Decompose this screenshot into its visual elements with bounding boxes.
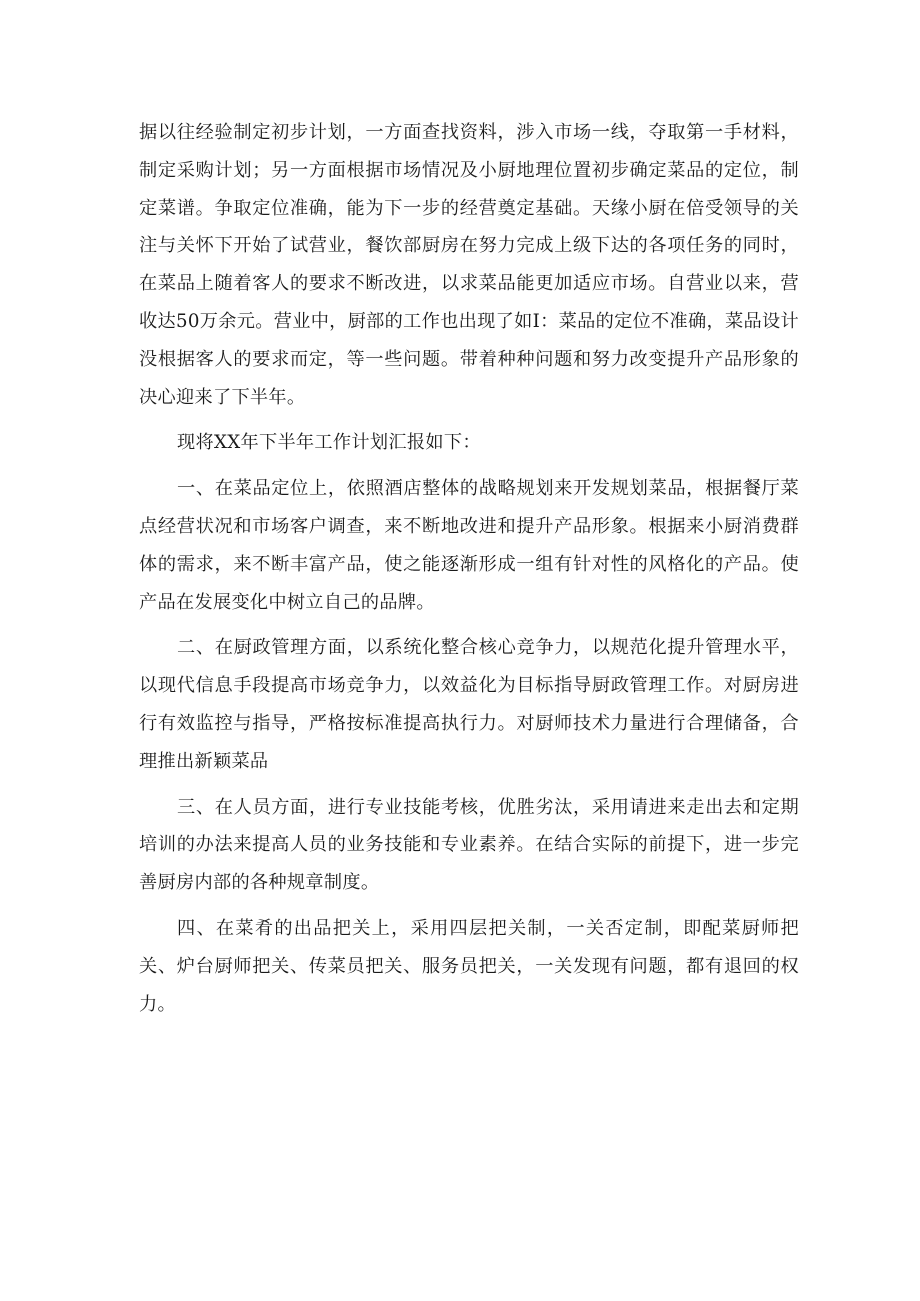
paragraph-item-1: 一、在菜品定位上，依照酒店整体的战略规划来开发规划菜品，根据餐厅菜点经营状况和市场客户调查，来不断地改进和提升产品形象。根据来小厨消费群体的需求，来不断丰富产品，使之能逐渐形成一组有针对性的风格化的产品。使产品在发展变化中树立自己的品牌。 [139,478,799,613]
paragraph-report-heading: 现将XX年下半年工作计划汇报如下： [177,432,481,454]
paragraph-item-4: 四、在菜肴的出品把关上，采用四层把关制，一关否定制，即配菜厨师把关、炉台厨师把关、传菜员把关、服务员把关，一关发现有问题，都有退回的权力。 [139,917,799,1015]
document-body [139,114,799,1023]
paragraph-intro: 据以往经验制定初步计划，一方面查找资料，涉入市场一线，夺取第一手材料，制定采购计划；另一方面根据市场情况及小厨地理位置初步确定菜品的定位，制定菜谱。争取定位准确，能为下一步的经营奠定基础。天缘小厨在倍受领导的关注与关怀下开始了试营业，餐饮部厨房在努力完成上级下达的各项任务的同时，在菜品上随着客人的要求不断改进，以求菜品能更加适应市场。自营业以来，营收达50万余元。营业中，厨部的工作也出现了如I：菜品的定位不准确，菜品设计没根据客人的要求而定，等一些问题。带着种种问题和努力改变提升产品形象的决心迎来了下半年。 [139,122,799,408]
paragraph-item-3: 三、在人员方面，进行专业技能考核，优胜劣汰，采用请进来走出去和定期培训的办法来提高人员的业务技能和专业素养。在结合实际的前提下，进一步完善厨房内部的各种规章制度。 [139,796,799,894]
paragraph-item-2: 二、在厨政管理方面，以系统化整合核心竞争力，以规范化提升管理水平，以现代信息手段提高市场竞争力，以效益化为目标指导厨政管理工作。对厨房进行有效监控与指导，严格按标准提高执行力。对厨师技术力量进行合理储备，合理推出新颖菜品 [139,637,799,772]
